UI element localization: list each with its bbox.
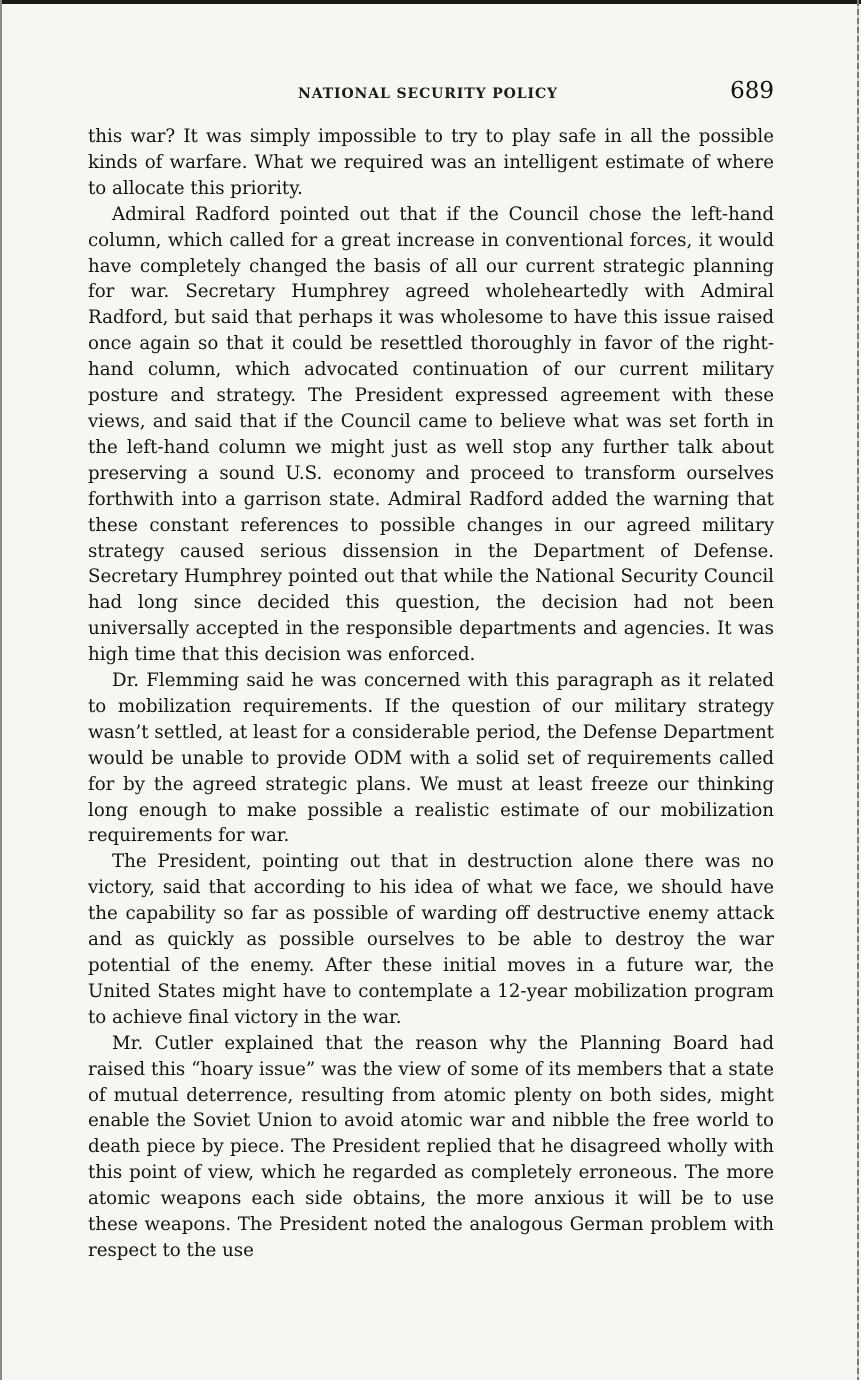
running-head: NATIONAL SECURITY POLICY — [298, 86, 558, 102]
paragraph-radford: Admiral Radford pointed out that if the Council chose the left-hand column, which called for a great increase in conventional forces, it would have completely changed the basis of all our current strategic planning for war. Secretary Humphrey agreed wholeheartedly with Admiral Radford, but said that perhaps it was wholesome to have this issue raised once again so that it could be resettled thoroughly in favor of the right-hand column, which advocated continuation of our current military posture and strategy. The President expressed agreement with these views, and said that if the Council came to believe what was set forth in the left-hand column we might just as well stop any further talk about preserving a sound U.S. economy and proceed to transform ourselves forthwith into a garrison state. Admiral Radford added the warning that these constant references to possible changes in our agreed military strategy caused serious dissension in the Department of Defense. Secretary Humphrey pointed out that while the National Security Council had long since decided this question, the decision had not been universally accepted in the responsible departments and agencies. It was high time that this decision was enforced. — [88, 203, 774, 666]
body-text — [88, 124, 774, 1264]
paragraph-president: The President, pointing out that in destruction alone there was no victory, said that according to his idea of what we face, we should have the capability so far as possible of warding off destructive enemy attack and as quickly as possible ourselves to be able to destroy the war potential of the enemy. After these initial moves in a future war, the United States might have to contemplate a 12-year mobilization program to achieve final victory in the war. — [88, 851, 774, 1028]
page-number: 689 — [730, 78, 774, 104]
page-header — [88, 78, 774, 110]
paragraph-flemming: Dr. Flemming said he was concerned with this paragraph as it related to mobilization requirements. If the question of our military strategy wasn’t settled, at least for a considerable period, the Defense Department would be unable to provide ODM with a solid set of requirements called for by the agreed strategic plans. We must at least freeze our thinking long enough to make possible a realistic estimate of our mobilization requirements for war. — [88, 670, 774, 847]
page-right-edge — [857, 0, 859, 1380]
paragraph-cutler: Mr. Cutler explained that the reason why the Planning Board had raised this “hoary issue” was the view of some of its members that a state of mutual deterrence, resulting from atomic plenty on both sides, might enable the Soviet Union to avoid atomic war and nibble the free world to death piece by piece. The President replied that he disagreed wholly with this point of view, which he regarded as completely erroneous. The more atomic weapons each side obtains, the more anxious it will be to use these weapons. The President noted the analogous German problem with respect to the use — [88, 1032, 774, 1261]
page-top-edge — [0, 0, 861, 4]
page-left-edge — [0, 0, 2, 1380]
paragraph-continued: this war? It was simply impossible to try to play safe in all the possible kinds of warfare. What we required was an intelligent estimate of where to allocate this priority. — [88, 126, 774, 199]
